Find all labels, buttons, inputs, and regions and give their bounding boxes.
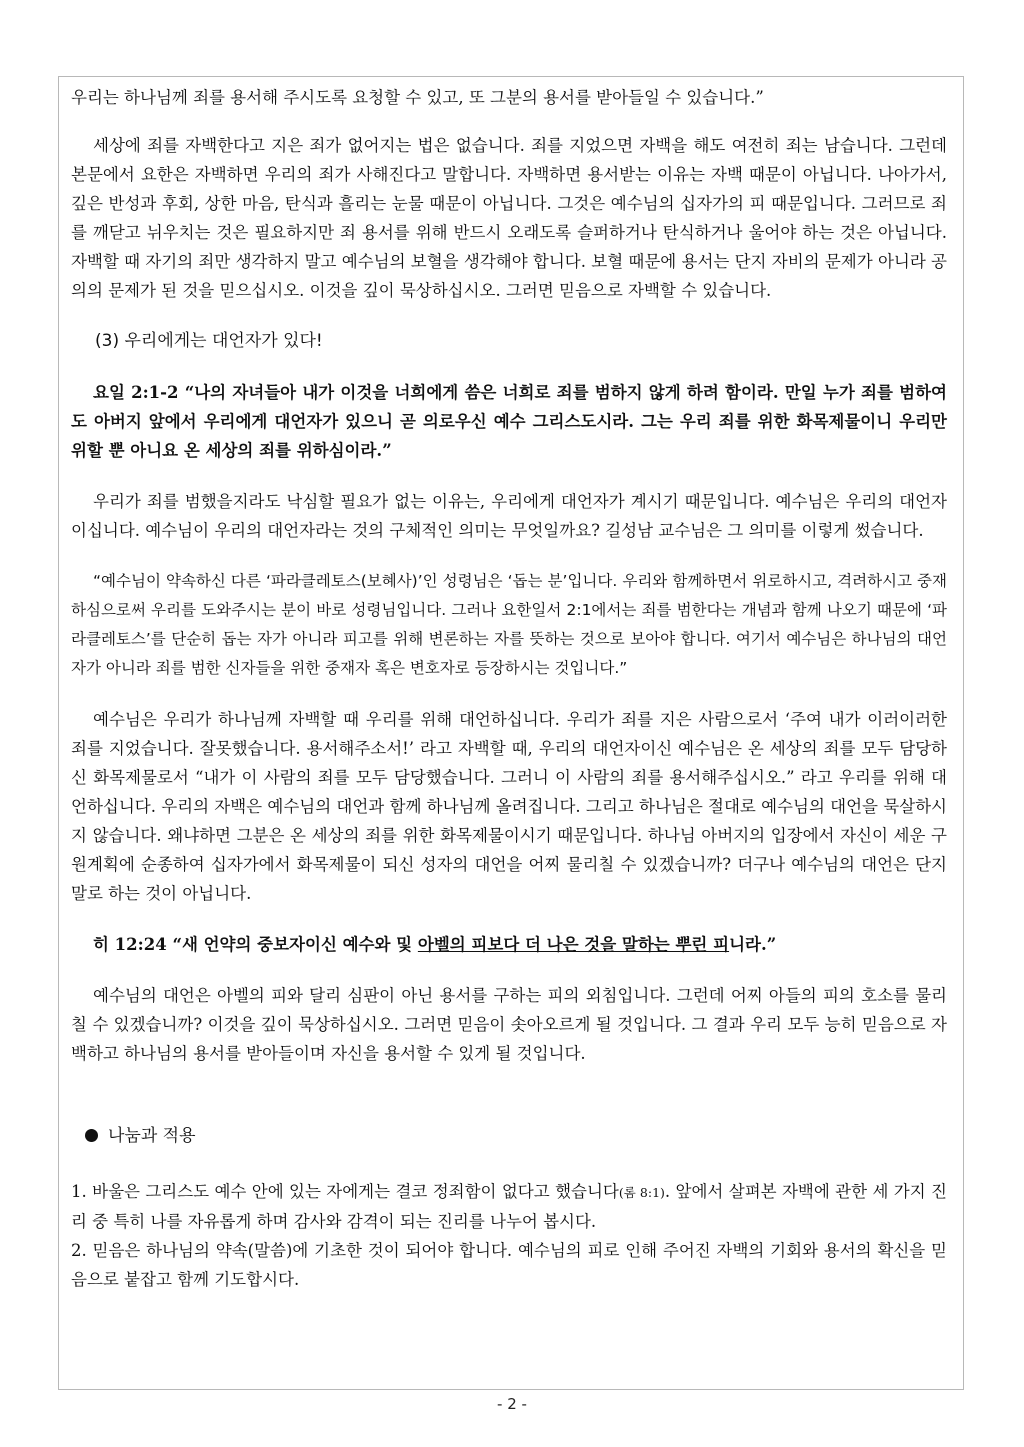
sharing-item-1-text: 1. 바울은 그리스도 예수 안에 있는 자에게는 결코 정죄함이 없다고 했습니다 (71, 1182, 619, 1201)
sharing-item-1 (71, 1177, 947, 1236)
verse-close-quote: ” (766, 935, 777, 954)
sharing-title: 나눔과 적용 (108, 1126, 196, 1146)
sharing-item-1-reference: (롬 8:1) (618, 1185, 665, 1200)
page-number: - 2 - (497, 1395, 527, 1413)
verse-text-end: 니라. (729, 935, 767, 954)
verse-reference: 히 12:24 “ (93, 935, 182, 954)
paragraph-confession: 세상에 죄를 자백한다고 지은 죄가 없어지는 법은 없습니다. 죄를 지었으면 자백을 해도 여전히 죄는 남습니다. 그런데 본문에서 요한은 자백하면 우리의 죄가 사해진다고 말합니다. 자백하면 용서받는 이유는 자백 때문이 아닙니다. 나아가서, 깊은 반성과 후회, 상한 마음, 탄식과 흘리는 눈물 때문이 아닙니다. 그것은 예수님의 십자가의 피 때문입니다. 그러므로 죄를 깨닫고 뉘우치는 것은 필요하지만 죄 용서를 위해 반드시 오래도록 슬퍼하거나 탄식하거나 울어야 하는 것은 아닙니다. 자백할 때 자기의 죄만 생각하지 말고 예수님의 보혈을 생각해야 합니다. 보혈 때문에 용서는 단지 자비의 문제가 아니라 공의의 문제가 된 것을 믿으십시오. 이것을 깊이 묵상하십시오. 그러면 믿음으로 자백할 수 있습니다. (71, 136, 947, 300)
scripture-verse-1john (71, 378, 947, 465)
verse-text: 나의 자녀들아 내가 이것을 너희에게 씀은 너희로 죄를 범하지 않게 하려 함이라. 만일 누가 죄를 범하여도 아버지 앞에서 우리에게 대언자가 있으니 곧 의로우신 예수 그리스도시라. 그는 우리 죄를 위한 화목제물이니 우리만 위할 뿐 아니요 온 세상의 죄를 위하심이라. (71, 383, 947, 460)
section-heading-advocate: (3) 우리에게는 대언자가 있다! (95, 331, 323, 351)
paragraph-continuation: 우리는 하나님께 죄를 용서해 주시도록 요청할 수 있고, 또 그분의 용서를 받아들일 수 있습니다.” (71, 88, 764, 107)
verse-text: 새 언약의 중보자이신 예수와 및 (181, 935, 418, 954)
sharing-heading (71, 1122, 947, 1151)
bullet-dot-icon (85, 1129, 98, 1142)
paragraph-advocate-reason: 우리가 죄를 범했을지라도 낙심할 필요가 없는 이유는, 우리에게 대언자가 계시기 때문입니다. 예수님은 우리의 대언자이십니다. 예수님이 우리의 대언자라는 것의 구체적인 의미는 무엇일까요? 길성남 교수님은 그 의미를 이렇게 썼습니다. (71, 492, 947, 540)
verse-reference: 요일 2:1-2 “ (93, 383, 195, 402)
sharing-item-1-text-end: . 앞에서 살펴본 자백에 관한 세 가지 진리 중 특히 나를 자유롭게 하며 감사와 감격이 되는 진리를 나누어 봅시다. (71, 1182, 947, 1231)
verse-close-quote: ” (382, 441, 392, 460)
verse-underlined-text: 아벨의 피보다 더 나은 것을 말하는 뿌린 피 (417, 935, 730, 954)
paragraph-conclusion: 예수님의 대언은 아벨의 피와 달리 심판이 아닌 용서를 구하는 피의 외침입니다. 그런데 어찌 아들의 피의 호소를 물리칠 수 있겠습니까? 이것을 깊이 묵상하십시오. 그러면 믿음이 솟아오르게 될 것입니다. 그 결과 우리 모두 능히 믿음으로 자백하고 하나님의 용서를 받아들이며 자신을 용서할 수 있게 될 것입니다. (71, 986, 947, 1063)
paragraph-intercession: 예수님은 우리가 하나님께 자백할 때 우리를 위해 대언하십니다. 우리가 죄를 지은 사람으로서 ‘주여 내가 이러이러한 죄를 지었습니다. 잘못했습니다. 용서해주소서!’ 라고 자백할 때, 우리의 대언자이신 예수님은 온 세상의 죄를 모두 담당하신 화목제물로서 “내가 이 사람의 죄를 모두 담당했습니다. 그러니 이 사람의 죄를 용서해주십시오.” 라고 우리를 위해 대언하십니다. 우리의 자백은 예수님의 대언과 함께 하나님께 올려집니다. 그리고 하나님은 절대로 예수님의 대언을 묵살하시지 않습니다. 왜냐하면 그분은 온 세상의 죄를 위한 화목제물이시기 때문입니다. 하나님 아버지의 입장에서 자신이 세운 구원계획에 순종하여 십자가에서 화목제물이 되신 성자의 대언을 어찌 물리칠 수 있겠습니까? 더구나 예수님의 대언은 단지 말로 하는 것이 아닙니다. (71, 710, 947, 903)
scripture-verse-hebrews (71, 930, 947, 959)
sharing-item-2: 2. 믿음은 하나님의 약속(말씀)에 기초한 것이 되어야 합니다. 예수님의 피로 인해 주어진 자백의 기회와 용서의 확신을 믿음으로 붙잡고 함께 기도합시다. (71, 1241, 947, 1289)
page-frame (58, 76, 964, 1390)
quotation-block: “예수님이 약속하신 다른 ‘파라클레토스(보혜사)’인 성령님은 ‘돕는 분’입니다. 우리와 함께하면서 위로하시고, 격려하시고 중재하심으로써 우리를 도와주시는 분이 바로 성령님입니다. 그러나 요한일서 2:1에서는 죄를 범한다는 개념과 함께 나오기 때문에 ‘파라클레토스’를 단순히 돕는 자가 아니라 피고를 위해 변론하는 자를 뜻하는 것으로 보아야 합니다. 여기서 예수님은 하나님의 대언자가 아니라 죄를 범한 신자들을 위한 중재자 혹은 변호자로 등장하시는 것입니다.” (71, 572, 947, 677)
